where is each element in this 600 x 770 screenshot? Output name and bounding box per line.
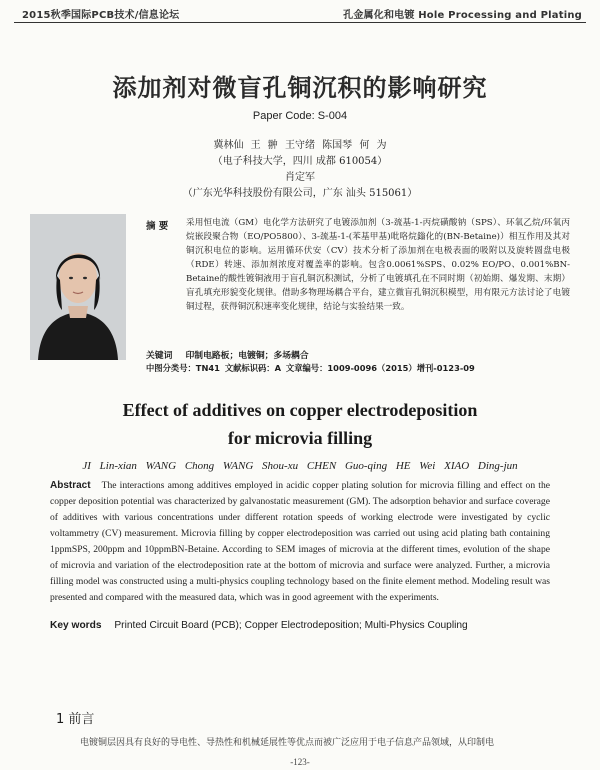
chinese-author-2: 肖定军 xyxy=(285,172,315,183)
chinese-keywords-text: 印制电路板；电镀铜；多场耦合 xyxy=(185,351,309,361)
chinese-abstract-label: 摘 要 xyxy=(146,221,169,232)
header-rule xyxy=(14,22,586,23)
running-header-right: 孔金属化和电镀 Hole Processing and Plating xyxy=(343,10,582,21)
paper-code: Paper Code: S-004 xyxy=(252,110,348,122)
chinese-abstract: 采用恒电流（GM）电化学方法研究了电镀添加剂（3-巯基-1-丙烷磺酸钠（SPS）、环氧乙烷/环氧丙烷嵌段聚合物（EO/PO5800）、3-巯基-1-(苯基甲基)吡咯烷鎓化的(BN-Betaine)）相互作用及其对铜沉积电位的影响。运用循环伏安（CV）技术分析了添加剂在电极表面的吸附以及旋转圆盘电极（RDE）转速、添加剂浓度对覆盖率的影响。包含0.0061%SPS、0.02% EO/PO、0.001%BN-Betaine的酸性镀铜液用于盲孔铜沉积测试，分析了电镀填孔在不同时期（初始期、爆发期、末期）盲孔填充形貌变化规律。借助多物理场耦合平台，建立微盲孔铜沉积模型，用有限元方法讨论了电镀铜过程，获得铜沉积速率变化规律，结论与实验结果一致。 xyxy=(186,218,570,312)
english-keywords-label: Key words xyxy=(50,620,102,631)
chinese-keywords-label: 关键词 xyxy=(146,351,173,361)
english-abstract-text: The interactions among additives employed in acidic copper plating solution for microvia filling and effect on the copper deposition potential was characterized by galvanostatic measurement (GM). The adsorption behavior and surface coverage of additives with various concentrations under different rotation speeds of working electrode were investigated by cyclic voltammetry (CV) measurement. Microvia filling by copper electrodeposition was carried out using acid plating bath containing 1ppmSPS, 200ppm and 10ppmBN-Betaine. According to SEM images of microvia at the different times, evolution of the shape of microvia and variation of the electrodeposition rate at the bottom of microvia and surface were analyzed. Further, a microvia filling model was constructed using a multi-physics coupling technology based on the finite element method. Modeling result was presented and compared with the measured data, which was in good agreement with the experiments. xyxy=(50,480,550,603)
english-keywords xyxy=(50,620,468,631)
section-first-line: 电镀铜层因具有良好的导电性、导热性和机械延展性等优点而被广泛应用于电子信息产品领域，从印制电 xyxy=(80,738,495,748)
chinese-authors: 冀林仙 王 翀 王守绪 陈国琴 何 为 xyxy=(213,140,387,151)
english-abstract-block xyxy=(50,478,550,606)
author-photo xyxy=(30,214,126,360)
english-abstract-label: Abstract xyxy=(50,480,91,491)
chinese-keywords xyxy=(146,348,309,361)
page-number: -123- xyxy=(290,757,310,767)
chinese-affiliation-1: （电子科技大学，四川 成都 610054） xyxy=(212,156,388,167)
english-keywords-text: Printed Circuit Board (PCB); Copper Electrodeposition; Multi-Physics Coupling xyxy=(114,620,468,631)
english-title-line1: Effect of additives on copper electrodeposition xyxy=(122,400,478,420)
english-title-line2: for microvia filling xyxy=(227,428,373,448)
english-authors: JI Lin-xian WANG Chong WANG Shou-xu CHEN Guo-qing HE Wei XIAO Ding-jun xyxy=(82,460,518,472)
classification-line: 中图分类号：TN41 文献标识码：A 文章编号：1009-0096（2015）增刊-0123-09 xyxy=(146,363,475,373)
section-heading: 1 前言 xyxy=(56,712,95,727)
chinese-title: 添加剂对微盲孔铜沉积的影响研究 xyxy=(112,74,488,102)
running-header-left: 2015秋季国际PCB技术/信息论坛 xyxy=(22,10,180,21)
chinese-affiliation-2: （广东光华科技股份有限公司，广东 汕头 515061） xyxy=(182,188,418,199)
